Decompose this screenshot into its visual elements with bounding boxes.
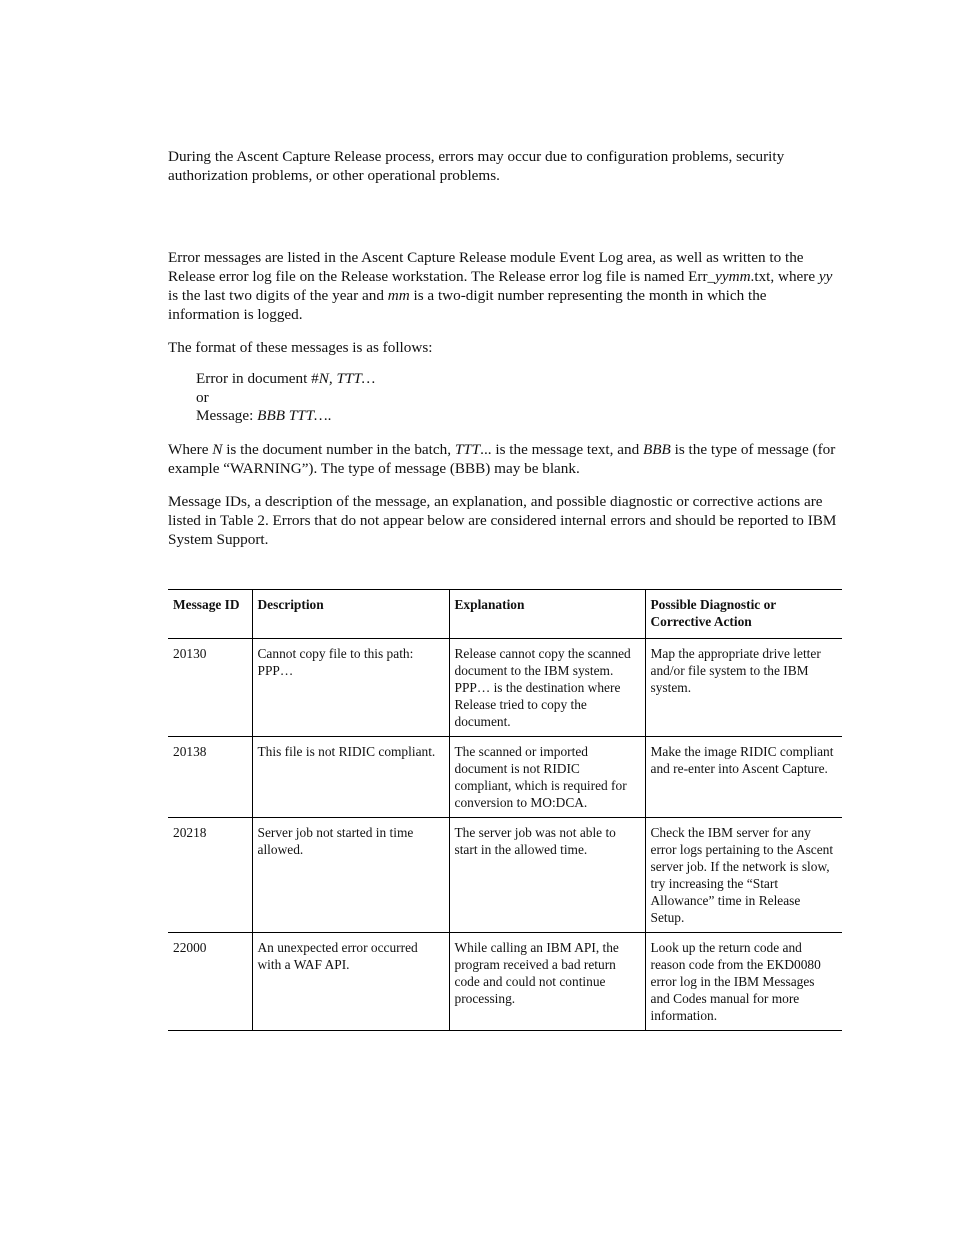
format-line-error: Error in document #N, TTT… (196, 370, 376, 387)
message-format-block (196, 370, 375, 426)
cell-corrective-action: Make the image RIDIC compliant and re-enter into Ascent Capture. (645, 737, 842, 818)
table-row (168, 737, 842, 818)
message-ids-paragraph: Message IDs, a description of the message, an explanation, and possible diagnostic or corrective actions are listed in Table 2. Errors that do not appear below are considered internal errors and should be reported to IBM System Support. (168, 493, 837, 548)
table-header-row (168, 590, 842, 639)
header-description: Description (252, 590, 449, 639)
error-messages-table (168, 589, 842, 1031)
cell-description: Cannot copy file to this path: PPP… (252, 639, 449, 737)
format-line-message: Message: BBB TTT…. (196, 407, 332, 424)
cell-corrective-action: Look up the return code and reason code from the EKD0080 error log in the IBM Messages and Codes manual for more information. (645, 933, 842, 1031)
cell-explanation: The server job was not able to start in the allowed time. (449, 818, 645, 933)
cell-message-id: 20138 (168, 737, 252, 818)
cell-message-id: 22000 (168, 933, 252, 1031)
cell-explanation: Release cannot copy the scanned document to the IBM system. PPP… is the destination where Release tried to copy the document. (449, 639, 645, 737)
table-row (168, 639, 842, 737)
cell-description: An unexpected error occurred with a WAF API. (252, 933, 449, 1031)
table-row (168, 933, 842, 1031)
cell-message-id: 20218 (168, 818, 252, 933)
header-corrective-action: Possible Diagnostic or Corrective Action (645, 590, 842, 639)
cell-explanation: While calling an IBM API, the program received a bad return code and could not continue processing. (449, 933, 645, 1031)
cell-message-id: 20130 (168, 639, 252, 737)
format-intro: The format of these messages is as follows: (168, 339, 433, 356)
cell-description: Server job not started in time allowed. (252, 818, 449, 933)
cell-corrective-action: Map the appropriate drive letter and/or file system to the IBM system. (645, 639, 842, 737)
table-row (168, 818, 842, 933)
cell-explanation: The scanned or imported document is not RIDIC compliant, which is required for conversion to MO:DCA. (449, 737, 645, 818)
cell-description: This file is not RIDIC compliant. (252, 737, 449, 818)
intro-paragraph: During the Ascent Capture Release process, errors may occur due to configuration problems, security authorization problems, or other operational problems. (168, 148, 785, 184)
format-line-or: or (196, 388, 209, 406)
header-message-id: Message ID (168, 590, 252, 639)
header-explanation: Explanation (449, 590, 645, 639)
where-paragraph: Where N is the document number in the batch, TTT... is the message text, and BBB is the type of message (for example “WARNING”). The type of message (BBB) may be blank. (168, 441, 836, 477)
cell-corrective-action: Check the IBM server for any error logs pertaining to the Ascent server job. If the network is slow, try increasing the “Start Allowance” time in Release Setup. (645, 818, 842, 933)
error-log-paragraph: Error messages are listed in the Ascent Capture Release module Event Log area, as well as written to the Release error log file on the Release workstation. The Release error log file is named Err_yymm.txt, where yy is the last two digits of the year and mm is a two-digit number representing the month in which the information is logged. (168, 249, 833, 323)
